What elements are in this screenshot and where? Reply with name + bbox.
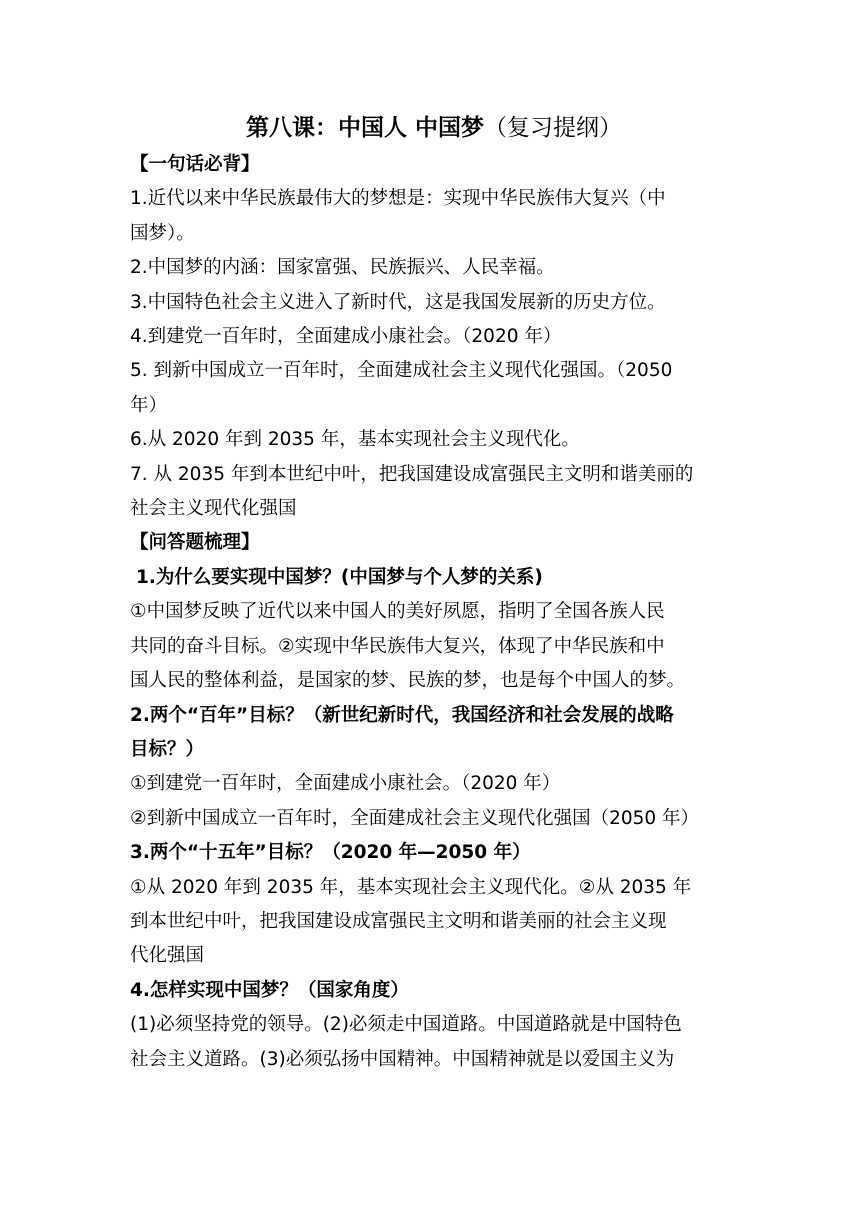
section-heading-line: 目标？） xyxy=(130,738,205,760)
document-page xyxy=(130,108,750,1077)
section-heading-line: 4.怎样实现中国梦？（国家角度） xyxy=(130,979,409,1001)
text-line: 年） xyxy=(130,394,168,416)
section-heading-line: 1.为什么要实现中国梦？(中国梦与个人梦的关系) xyxy=(136,566,543,588)
text-line: ②到新中国成立一百年时，全面建成社会主义现代化强国（2050 年） xyxy=(130,807,700,829)
text-line: 到本世纪中叶，把我国建设成富强民主文明和谐美丽的社会主义现 xyxy=(130,910,667,932)
text-line: ①从 2020 年到 2035 年，基本实现社会主义现代化。②从 2035 年 xyxy=(130,876,692,898)
text-line: 4.到建党一百年时，全面建成小康社会。（2020 年） xyxy=(130,326,562,348)
text-line: 代化强国 xyxy=(130,945,205,967)
text-line: ①到建党一百年时，全面建成小康社会。（2020 年） xyxy=(130,773,561,795)
text-line: 5. 到新中国成立一百年时，全面建成社会主义现代化强国。（2050 xyxy=(130,360,673,382)
text-line: 3.中国特色社会主义进入了新时代，这是我国发展新的历史方位。 xyxy=(130,291,666,313)
text-line: 7. 从 2035 年到本世纪中叶，把我国建设成富强民主文明和谐美丽的 xyxy=(130,463,694,485)
text-line: 社会主义现代化强国 xyxy=(130,498,297,520)
text-line: ①中国梦反映了近代以来中国人的美好夙愿，指明了全国各族人民 xyxy=(130,601,665,623)
document-body xyxy=(130,148,750,1077)
text-line: 共同的奋斗目标。②实现中华民族伟大复兴，体现了中华民族和中 xyxy=(130,635,665,657)
section-heading-line: 【一句话必背】 xyxy=(130,154,260,175)
text-line: 1.近代以来中华民族最伟大的梦想是：实现中华民族伟大复兴（中 xyxy=(130,188,666,210)
text-line: 国梦）。 xyxy=(130,222,195,244)
section-heading-line: 2.两个“百年”目标？（新世纪新时代，我国经济和社会发展的战略 xyxy=(130,704,674,726)
title-main: 第八课：中国人 中国梦 xyxy=(245,115,484,141)
text-line: 6.从 2020 年到 2035 年，基本实现社会主义现代化。 xyxy=(130,429,580,451)
title-suffix: （复习提纲） xyxy=(484,115,622,141)
section-heading-line: 3.两个“十五年”目标？（2020 年—2050 年） xyxy=(130,842,531,864)
text-line: (1)必须坚持党的领导。(2)必须走中国道路。中国道路就是中国特色 xyxy=(130,1014,682,1036)
text-line: 2.中国梦的内涵：国家富强、民族振兴、人民幸福。 xyxy=(130,257,555,279)
text-line: 国人民的整体利益，是国家的梦、民族的梦，也是每个中国人的梦。 xyxy=(130,670,686,692)
text-line: 社会主义道路。(3)必须弘扬中国精神。中国精神就是以爱国主义为 xyxy=(130,1048,675,1070)
document-title xyxy=(118,108,750,148)
section-heading-line: 【问答题梳理】 xyxy=(130,532,260,554)
